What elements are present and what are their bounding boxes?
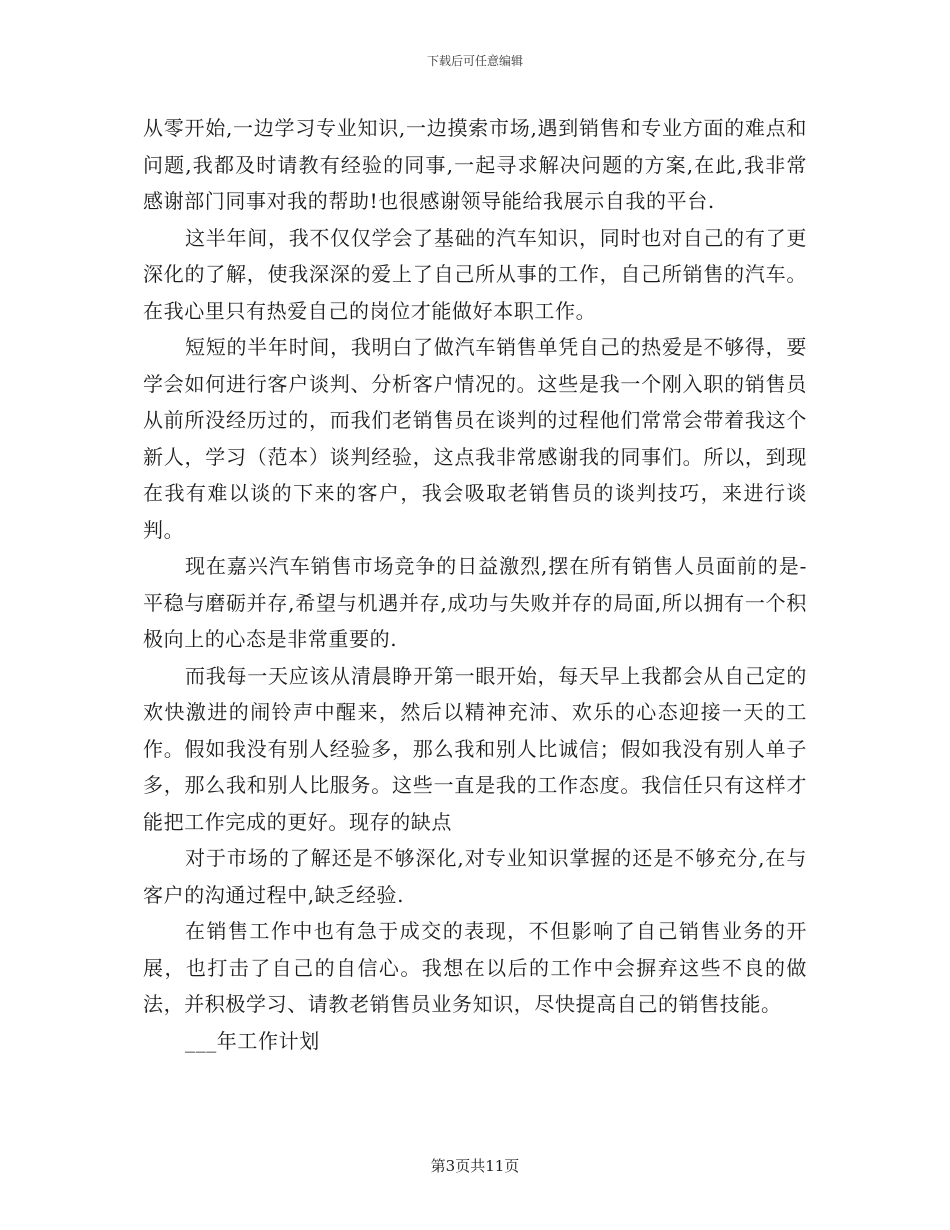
page-header: 下载后可任意编辑: [426, 54, 523, 68]
page-footer: 第3页共11页: [430, 1157, 520, 1175]
document-body: [143, 110, 807, 1059]
paragraph-5: 而我每一天应该从清晨睁开第一眼开始，每天早上我都会从自己定的欢快激进的闹铃声中醒来，然后以精神充沛、欢乐的心态迎接一天的工作。假如我没有别人经验多，那么我和别人比诚信；假如我没有别人单子多，那么我和别人比服务。这些一直是我的工作态度。我信任只有这样才能把工作完成的更好。现存的缺点: [143, 663, 807, 834]
section-heading: ___年工作计划: [185, 1028, 320, 1053]
paragraph-3: 短短的半年时间，我明白了做汽车销售单凭自己的热爱是不够得，要学会如何进行客户谈判、分析客户情况的。这些是我一个刚入职的销售员从前所没经历过的，而我们老销售员在谈判的过程他们常常会带着我这个新人，学习（范本）谈判经验，这点我非常感谢我的同事们。所以，到现在我有难以谈的下来的客户，我会吸取老销售员的谈判技巧，来进行谈判。: [143, 335, 807, 542]
paragraph-6: 对于市场的了解还是不够深化,对专业知识掌握的还是不够充分,在与客户的沟通过程中,缺乏经验.: [143, 846, 807, 907]
paragraph-1: 从零开始,一边学习专业知识,一边摸索市场,遇到销售和专业方面的难点和问题,我都及时请教有经验的同事,一起寻求解决问题的方案,在此,我非常感谢部门同事对我的帮助!也很感谢领导能给我展示自我的平台.: [143, 116, 807, 213]
paragraph-7: 在销售工作中也有急于成交的表现，不但影响了自己销售业务的开展，也打击了自己的自信心。我想在以后的工作中会摒弃这些不良的做法，并积极学习、请教老销售员业务知识，尽快提高自己的销售技能。: [143, 919, 807, 1016]
paragraph-4: 现在嘉兴汽车销售市场竞争的日益激烈,摆在所有销售人员面前的是-平稳与磨砺并存,希望与机遇并存,成功与失败并存的局面,所以拥有一个积极向上的心态是非常重要的.: [143, 554, 807, 651]
paragraph-2: 这半年间，我不仅仅学会了基础的汽车知识，同时也对自己的有了更深化的了解，使我深深的爱上了自己所从事的工作，自己所销售的汽车。在我心里只有热爱自己的岗位才能做好本职工作。: [143, 225, 807, 323]
